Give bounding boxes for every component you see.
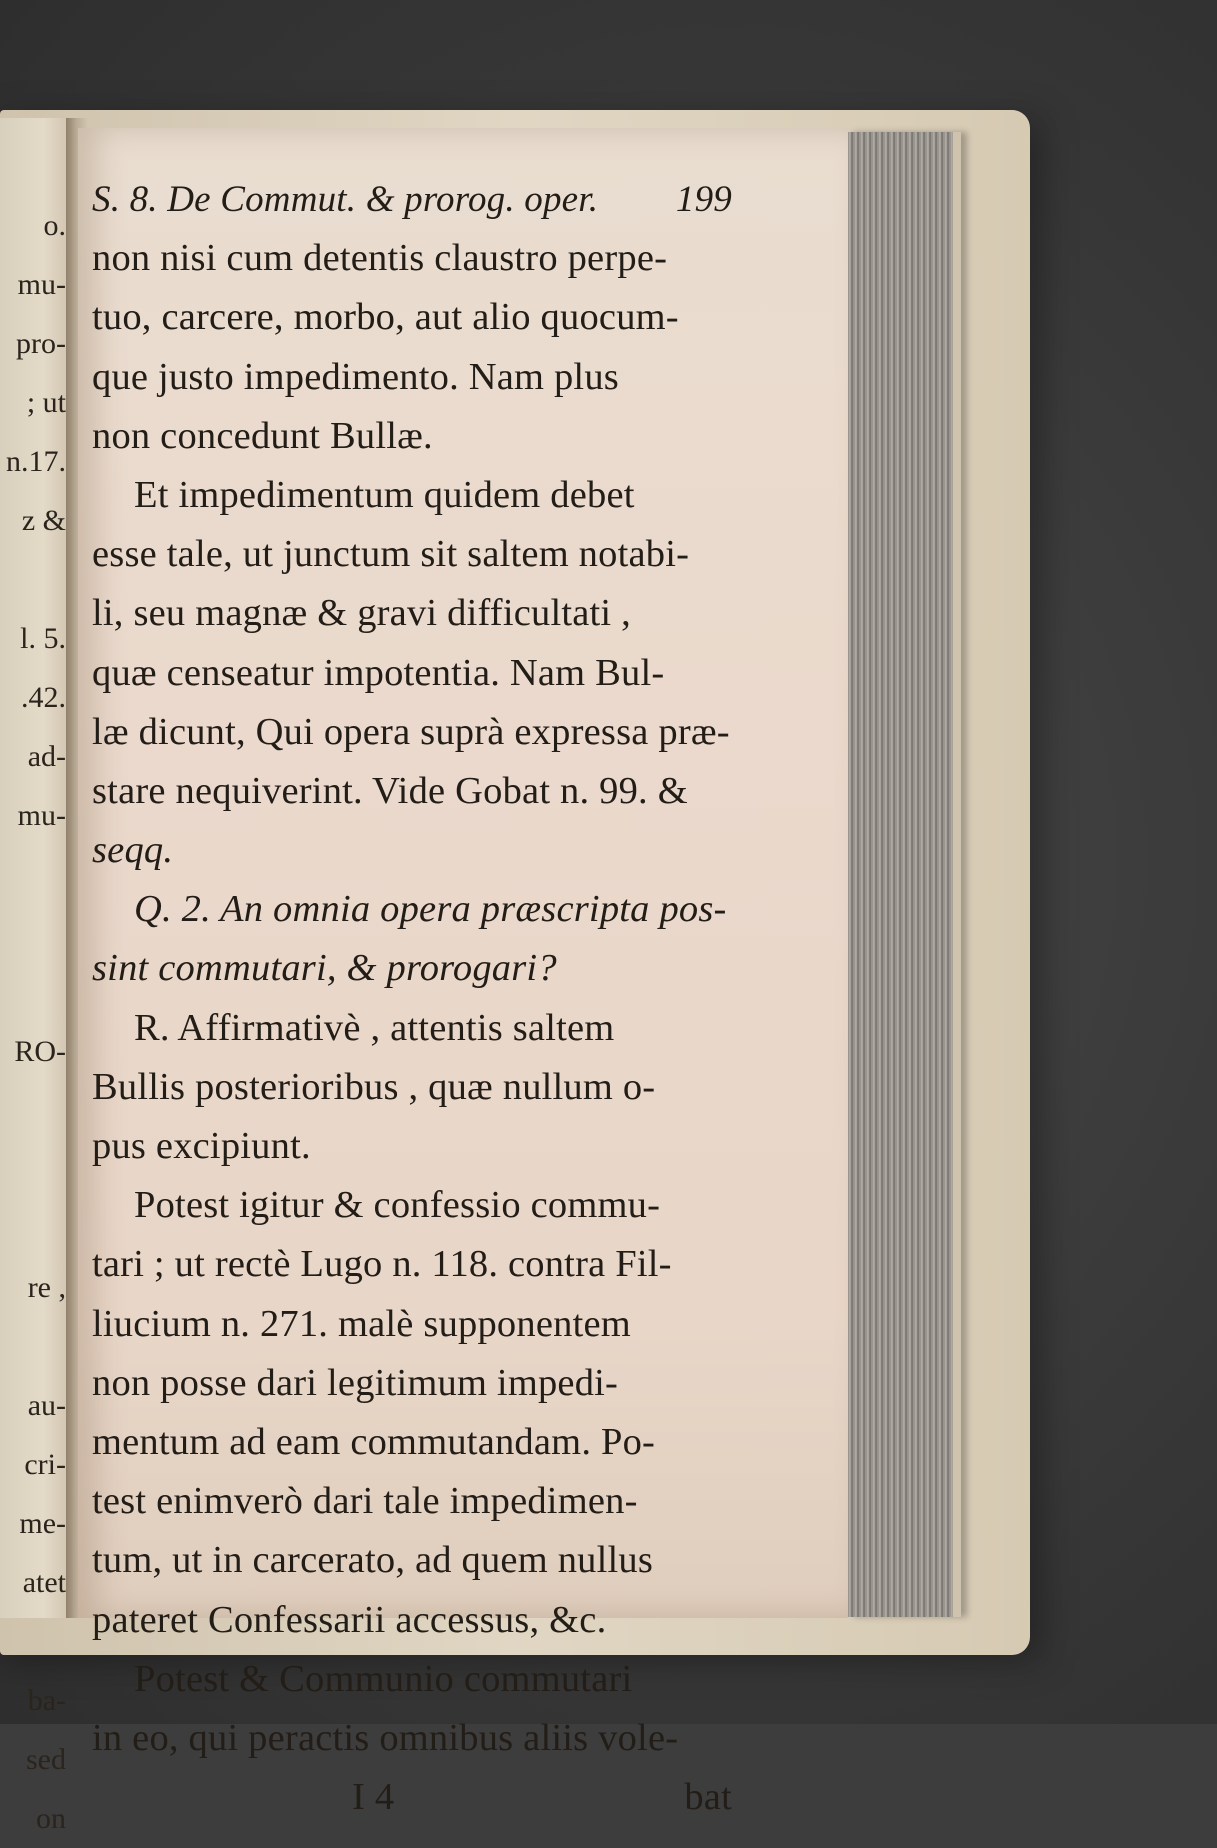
text-line: test enimverò dari tale impedimen- [92, 1480, 638, 1523]
left-fragment [0, 1140, 72, 1199]
text-line: R. Affirmativè , attentis saltem [134, 1006, 615, 1049]
left-fragment: ba- [27, 1684, 66, 1717]
text-line: stare nequiverint. Vide Gobat n. 99. & [92, 769, 688, 812]
text-line: liucium n. 271. malè supponentem [92, 1302, 631, 1345]
text-line: Bullis posterioribus , quæ nullum o- [92, 1065, 656, 1108]
left-fragment: pro- [16, 327, 66, 360]
page-number: 199 [675, 179, 732, 220]
left-fragment: RO- [14, 1035, 66, 1068]
text-line: læ dicunt, Qui opera suprà expressa præ- [92, 710, 730, 753]
left-fragment: on [36, 1802, 66, 1835]
text-line: sint commutari, & prorogari? [92, 947, 557, 990]
running-header [92, 170, 732, 229]
left-fragment: au- [27, 1389, 66, 1422]
left-fragment: ; ut [26, 386, 66, 419]
text-line: tum, ut in carcerato, ad quem nullus [92, 1539, 654, 1582]
left-page [0, 118, 72, 1835]
text-line: non posse dari legitimum impedi- [92, 1361, 619, 1404]
catchword: bat [684, 1776, 732, 1819]
left-fragment: re , [27, 1271, 66, 1304]
text-line: Potest igitur & confessio commu- [134, 1184, 661, 1227]
text-line: non nisi cum detentis claustro perpe- [92, 237, 668, 280]
text-line: non concedunt Bullæ. [92, 414, 433, 457]
text-line: mentum ad eam commutandam. Po- [92, 1420, 656, 1463]
left-fragment: mu- [17, 268, 66, 301]
text-line: tuo, carcere, morbo, aut alio quocum- [92, 296, 679, 339]
text-line: Q. 2. An omnia opera præscripta pos- [134, 888, 727, 931]
text-line: quæ censeatur impotentia. Nam Bul- [92, 651, 665, 694]
left-fragment [0, 904, 72, 963]
text-line: que justo impedimento. Nam plus [92, 355, 619, 398]
left-fragment: z & [21, 504, 66, 537]
left-page-fragments [0, 196, 72, 1848]
left-fragment: l. 5. [20, 622, 66, 655]
left-fragment: n.17. [6, 445, 66, 478]
text-line: Potest & Communio commutari [134, 1657, 633, 1700]
text-line: li, seu magnæ & gravi difficultati , [92, 592, 631, 635]
left-fragment [0, 1081, 72, 1140]
left-fragment: o. [43, 209, 66, 242]
left-fragment [0, 550, 72, 609]
text-line: seqq. [92, 829, 174, 872]
left-fragment: mu- [17, 799, 66, 832]
left-fragment: ad- [27, 740, 66, 773]
left-fragment [0, 1317, 72, 1376]
left-fragment [0, 1612, 72, 1671]
left-fragment: atet [22, 1566, 66, 1599]
left-fragment: me- [19, 1507, 66, 1540]
page-text-block [92, 170, 732, 1827]
signature-mark: I 4 [352, 1776, 395, 1819]
text-line: tari ; ut rectè Lugo n. 118. contra Fil- [92, 1243, 672, 1286]
left-fragment: sed [26, 1743, 66, 1776]
text-line: Et impedimentum quidem debet [134, 473, 635, 516]
text-line: esse tale, ut junctum sit saltem notabi- [92, 533, 690, 576]
page-fore-edge [848, 132, 961, 1617]
left-fragment [0, 963, 72, 1022]
left-fragment [0, 845, 72, 904]
left-fragment [0, 1199, 72, 1258]
page-footer [92, 1768, 732, 1827]
text-line: pateret Confessarii accessus, &c. [92, 1598, 607, 1641]
text-line: in eo, qui peractis omnibus aliis vole- [92, 1716, 679, 1759]
left-fragment: cri- [24, 1448, 66, 1481]
left-fragment: .42. [21, 681, 66, 714]
text-line: pus excipiunt. [92, 1125, 311, 1167]
running-title: S. 8. De Commut. & prorog. oper. [92, 179, 599, 220]
